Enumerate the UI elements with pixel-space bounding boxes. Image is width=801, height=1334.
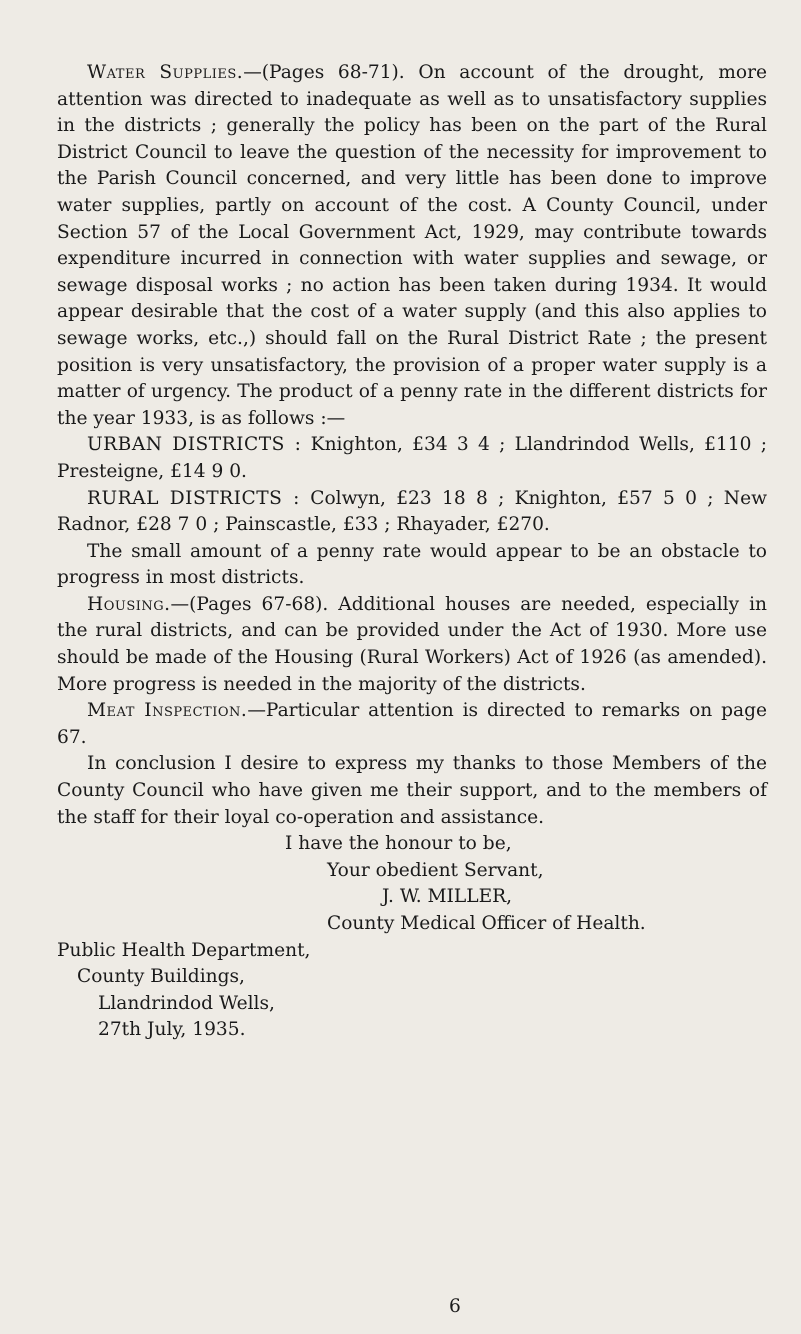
page-number: 6 bbox=[449, 1296, 461, 1317]
water-supplies-paragraph bbox=[57, 60, 767, 432]
address-town: Llandrindod Wells, bbox=[98, 992, 275, 1014]
address-date: 27th July, 1935. bbox=[98, 1019, 246, 1041]
rural-districts-text: Colwyn, £23 18 8 ; Knighton, £57 5 0 ; New Radnor, £28 7 0 ; Painscastle, £33 ; Rhayader, £270. bbox=[57, 487, 767, 536]
meat-inspection-paragraph bbox=[57, 698, 767, 751]
address-block bbox=[57, 938, 767, 1044]
address-buildings: County Buildings, bbox=[77, 966, 245, 988]
closing-block bbox=[57, 831, 767, 937]
penny-rate-note: The small amount of a penny rate would appear to be an obstacle to progress in most districts. bbox=[57, 540, 767, 589]
rural-districts-label: RURAL DISTRICTS : bbox=[87, 487, 300, 509]
urban-districts-paragraph bbox=[57, 432, 767, 485]
conclusion-paragraph: In conclusion I desire to express my thanks to those Members of the County Council who have given me their support, and to the members of the staff for their loyal co-operation and assistance. bbox=[57, 753, 767, 828]
meat-inspection-heading: Meat Inspection. bbox=[87, 700, 248, 722]
water-supplies-text: —(Pages 68-71). On account of the drought, more attention was directed to inadequate as well as to unsatisfactory supplies in the districts ; generally the policy has been on the part of the Rural District Council to leave the question of the necessity for improvement to the Parish Council concerned, and very little has been done to improve water supplies, partly on account of the cost. A County Council, under Section 57 of the Local Government Act, 1929, may contribute towards expenditure incurred in connection with water supplies and sewage, or sewage disposal works ; no action has been taken during 1934. It would appear desirable that the cost of a water supply (and this also applies to sewage works, etc.,) should fall on the Rural District Rate ; the present position is very unsatisfactory, the provision of a proper water supply is a matter of urgency. The product of a penny rate in the different districts for the year 1933, is as follows :— bbox=[57, 62, 767, 429]
signatory-name: J. W. MILLER, bbox=[382, 886, 513, 908]
closing-line-servant: Your obedient Servant, bbox=[327, 859, 544, 881]
urban-districts-label: URBAN DISTRICTS : bbox=[87, 434, 302, 456]
housing-heading: Housing. bbox=[87, 593, 171, 615]
housing-text: —(Pages 67-68). Additional houses are needed, especially in the rural districts, and can be provided under the Act of 1930. More use should be made of the Housing (Rural Workers) Act of 1926 (as amended). More progress is needed in the majority of the districts. bbox=[57, 593, 767, 695]
address-department: Public Health Department, bbox=[57, 939, 311, 961]
housing-paragraph bbox=[57, 592, 767, 698]
urban-districts-text: Knighton, £34 3 4 ; Llandrindod Wells, £110 ; Presteigne, £14 9 0. bbox=[57, 434, 767, 482]
closing-line-honour: I have the honour to be, bbox=[285, 833, 512, 855]
meat-inspection-text: —Particular attention is directed to remarks on page 67. bbox=[57, 700, 767, 748]
water-supplies-heading: Water Supplies. bbox=[87, 62, 244, 83]
rural-districts-paragraph bbox=[57, 486, 767, 539]
signatory-title: County Medical Officer of Health. bbox=[327, 913, 646, 934]
